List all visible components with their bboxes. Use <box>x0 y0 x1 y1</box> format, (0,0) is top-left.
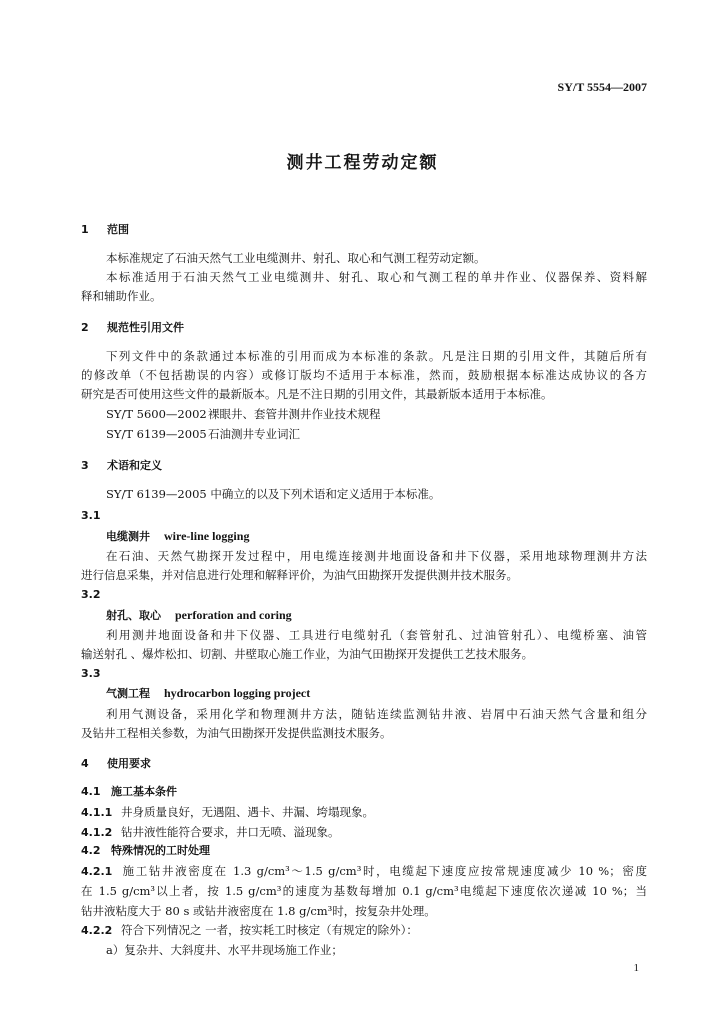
term-cn: 射孔、取心 <box>106 609 161 622</box>
section-3-heading <box>81 458 647 474</box>
paragraph-line: 研究是否可使用这些文件的最新版本。凡是不注日期的引用文件，其最新版本适用于本标准。 <box>81 387 553 401</box>
term-heading <box>106 528 672 545</box>
reference-title: 裸眼井、套管井测井作业技术规程 <box>208 407 381 421</box>
section-2-heading <box>81 320 647 336</box>
section-title: 术语和定义 <box>107 459 162 472</box>
section-title: 使用要求 <box>107 757 151 770</box>
clause-line <box>81 863 647 880</box>
reference-item <box>106 406 647 422</box>
section-number: 3 <box>81 459 89 472</box>
clause-number: 4.1.1 <box>81 806 113 819</box>
clause-text: 井身质量良好，无遇阻、遇卡、井漏、垮塌现象。 <box>121 805 374 819</box>
term-cn: 电缆测井 <box>106 530 150 543</box>
page-number: 1 <box>633 962 639 974</box>
definition-line: 及钻井工程相关参数，为油气田勘探开发提供监测技术服务。 <box>81 726 392 740</box>
paragraph-line: 下列文件中的条款通过本标准的引用而成为本标准的条款。凡是注日期的引用文件，其随后所有 <box>106 349 647 363</box>
definition-line: 输送射孔 、爆炸松扣、切割、井壁取心施工作业，为油气田勘探开发提供工艺技术服务。 <box>81 647 534 661</box>
term-heading <box>106 685 672 702</box>
term-en: hydrocarbon logging project <box>164 686 311 700</box>
term-en: wire-line logging <box>164 529 250 543</box>
clause <box>81 824 647 841</box>
paragraph-line: 释和辅助作业。 <box>81 289 162 303</box>
reference-code: SY/T 5600—2002 <box>106 407 207 421</box>
clause-text: 施工钻井液密度在 1.3 g/cm³～1.5 g/cm³时，电缆起下速度应按常规速度减少 10 %；密度 <box>121 864 647 878</box>
reference-item <box>106 426 647 442</box>
clause-line: 钻井液粘度大于 80 s 或钻井液密度在 1.8 g/cm³时，按复杂井处理。 <box>81 904 436 918</box>
standard-code: SY/T 5554—2007 <box>557 80 647 94</box>
term-en: perforation and coring <box>175 608 292 622</box>
clause-number: 4.2.1 <box>81 865 113 878</box>
paragraph-line: 本标准适用于石油天然气工业电缆测井、射孔、取心和气测工程的单井作业、仪器保养、资料解 <box>106 270 647 284</box>
clause-number: 4.1.2 <box>81 826 113 839</box>
term-cn: 气测工程 <box>106 687 150 700</box>
term-number: 3.3 <box>81 667 101 680</box>
paragraph-line: 的修改单（不包括勘误的内容）或修订版均不适用于本标准，然而，鼓励根据本标准达成协议的各方 <box>81 368 647 382</box>
section-title: 范围 <box>107 223 129 236</box>
paragraph: 本标准规定了石油天然气工业电缆测井、射孔、取心和气测工程劳动定额。 <box>106 251 486 265</box>
clause <box>81 804 647 821</box>
definition-line: 进行信息采集，并对信息进行处理和解释评价，为油气田勘探开发提供测井技术服务。 <box>81 568 518 582</box>
clause-number: 4.2.2 <box>81 924 113 937</box>
section-number: 2 <box>81 321 89 334</box>
clause <box>81 922 647 939</box>
section-number: 4 <box>81 757 89 770</box>
subsection-title: 施工基本条件 <box>111 785 177 798</box>
document-title: 测井工程劳动定额 <box>286 153 439 173</box>
subsection-title: 特殊情况的工时处理 <box>111 844 210 857</box>
section-title: 规范性引用文件 <box>107 321 184 334</box>
definition-line: 利用测井地面设备和井下仪器、工具进行电缆射孔（套管射孔、过油管射孔）、电缆桥塞、油管 <box>106 628 647 642</box>
term-number: 3.2 <box>81 588 101 601</box>
list-item: a）复杂井、大斜度井、水平井现场施工作业； <box>106 943 343 957</box>
subsection-number: 4.2 <box>81 844 101 857</box>
term-heading <box>106 607 672 624</box>
section-number: 1 <box>81 223 89 236</box>
subsection-number: 4.1 <box>81 785 101 798</box>
paragraph: SY/T 6139—2005 中确立的以及下列术语和定义适用于本标准。 <box>106 487 441 501</box>
term-number: 3.1 <box>81 509 101 522</box>
reference-code: SY/T 6139—2005 <box>106 427 207 441</box>
section-1-heading <box>81 222 647 238</box>
section-4-heading <box>81 756 647 772</box>
definition-line: 利用气测设备，采用化学和物理测井方法，随钻连续监测钻井液、岩屑中石油天然气含量和组分 <box>106 707 647 721</box>
clause-line: 在 1.5 g/cm³以上者，按 1.5 g/cm³的速度为基数每增加 0.1 g/cm³电缆起下速度依次递减 10 %；当 <box>81 884 647 898</box>
subsection-heading <box>81 784 647 800</box>
clause-text: 钻井液性能符合要求，井口无喷、溢现象。 <box>121 825 340 839</box>
subsection-heading <box>81 843 647 859</box>
reference-title: 石油测井专业词汇 <box>208 427 300 441</box>
clause-text: 符合下列情况之 一者，按实耗工时核定（有规定的除外）： <box>121 923 418 937</box>
definition-line: 在石油、天然气勘探开发过程中，用电缆连接测井地面设备和井下仪器，采用地球物理测井方法 <box>106 549 647 563</box>
